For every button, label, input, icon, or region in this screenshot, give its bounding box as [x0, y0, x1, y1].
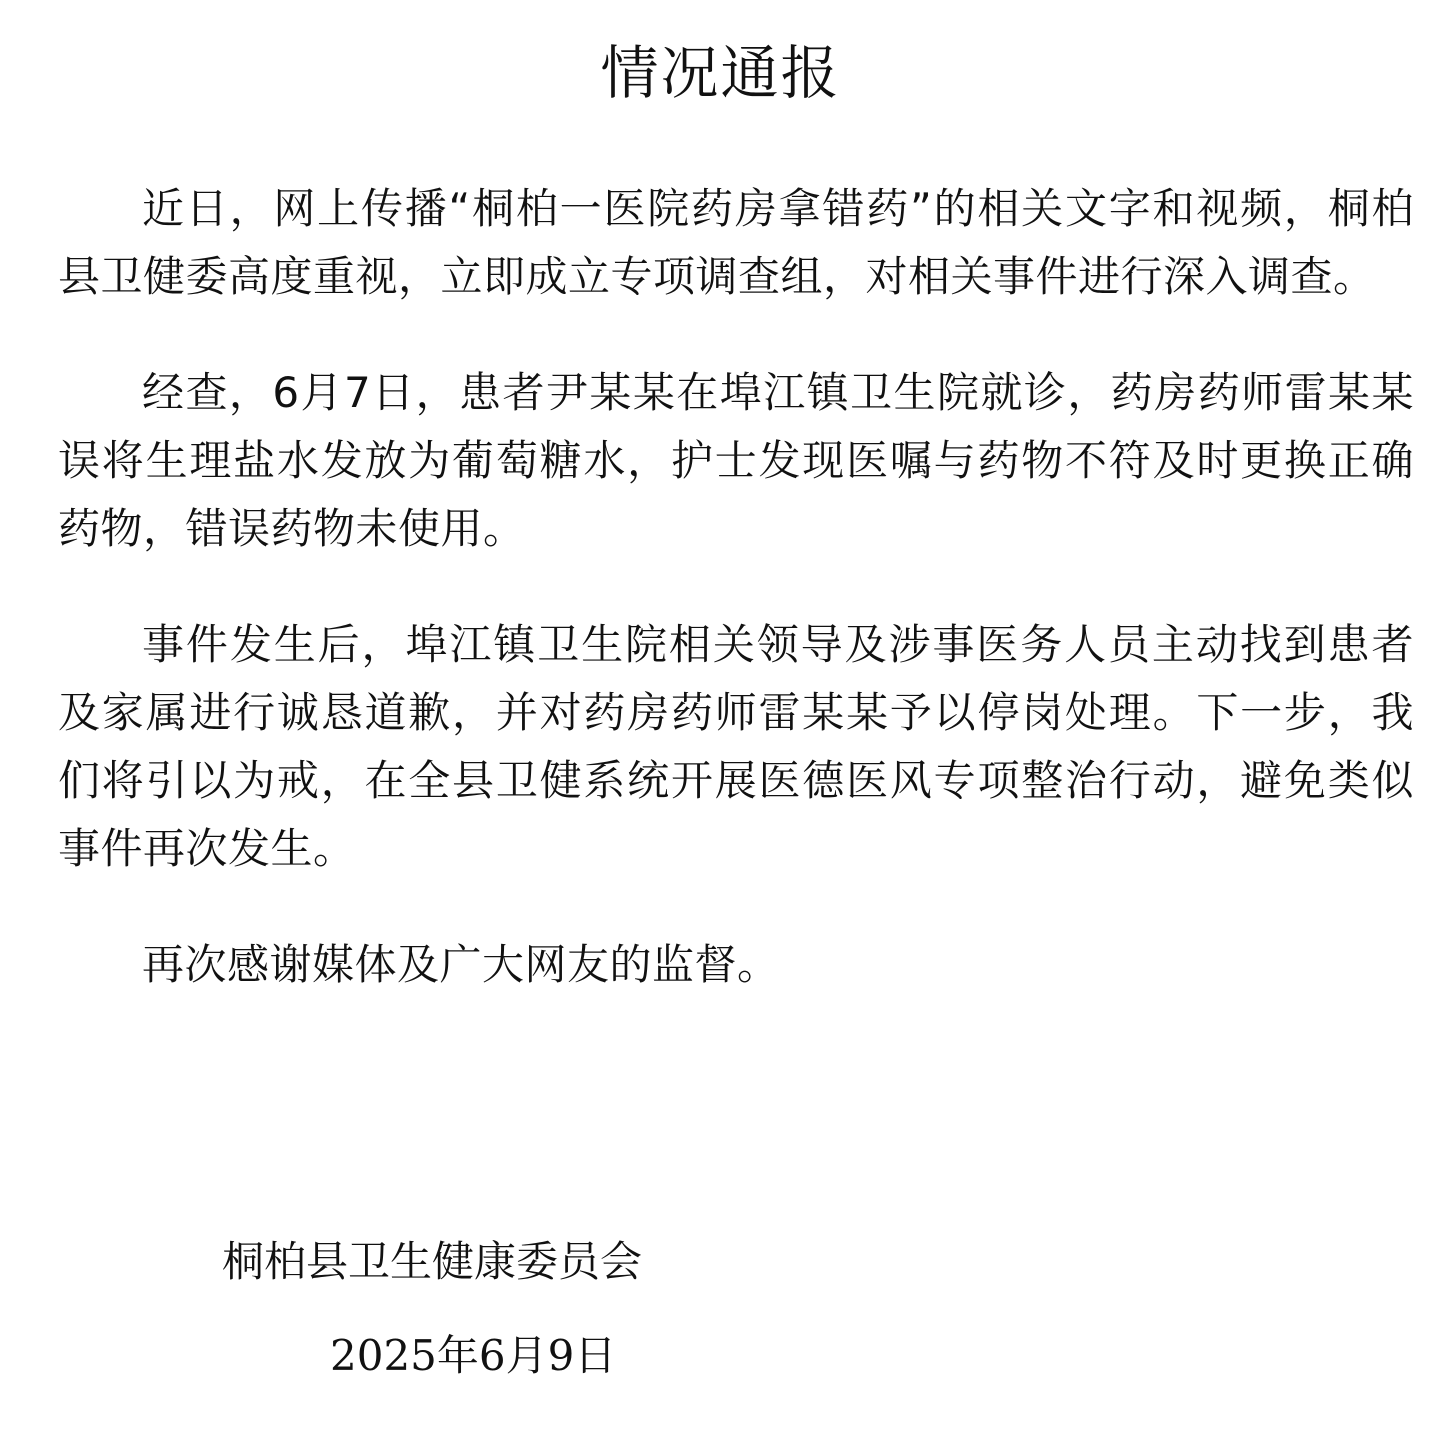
- paragraph-actions: 事件发生后，埠江镇卫生院相关领导及涉事医务人员主动找到患者及家属进行诚恳道歉，并对药房药师雷某某予以停岗处理。下一步，我们将引以为戒，在全县卫健系统开展医德医风专项整治行动，避免类似事件再次发生。: [58, 620, 1414, 873]
- issuer-signature: 桐柏县卫生健康委员会: [222, 1237, 643, 1286]
- paragraph-investigation-notice: 近日，网上传播“桐柏一医院药房拿错药”的相关文字和视频，桐柏县卫健委高度重视，立即成立专项调查组，对相关事件进行深入调查。: [58, 184, 1414, 301]
- issue-date: 2025年6月9日: [330, 1331, 617, 1380]
- paragraph-findings: 经查，6月7日，患者尹某某在埠江镇卫生院就诊，药房药师雷某某误将生理盐水发放为葡萄糖水，护士发现医嘱与药物不符及时更换正确药物，错误药物未使用。: [58, 368, 1414, 553]
- page-title: 情况通报: [600, 39, 841, 107]
- notice-body: [58, 175, 1414, 1047]
- paragraph-thanks: 再次感谢媒体及广大网友的监督。: [142, 940, 780, 989]
